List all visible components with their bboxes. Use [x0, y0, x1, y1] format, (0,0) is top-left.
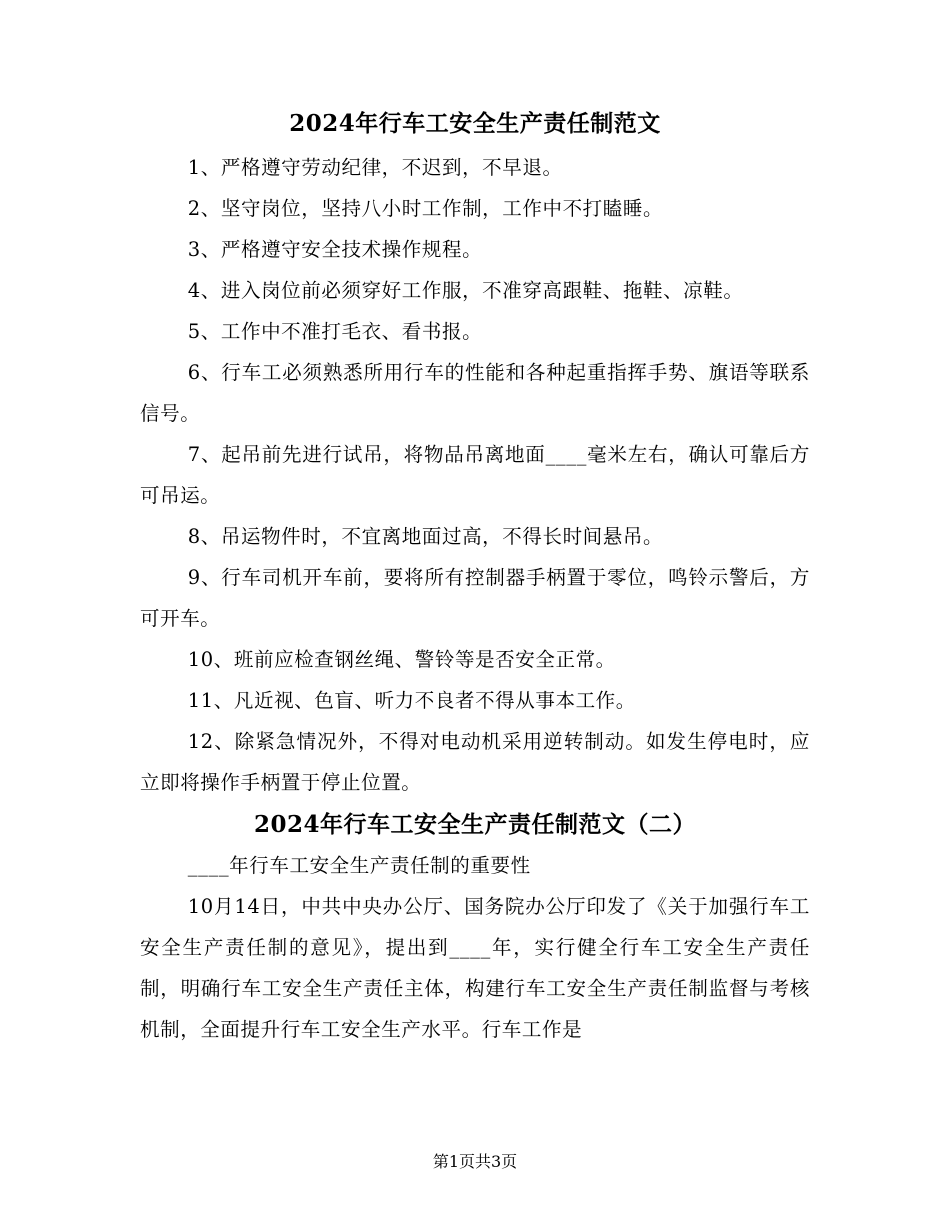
list-item-8: 8、吊运物件时，不宜离地面过高，不得长时间悬吊。: [187, 525, 664, 548]
list-item-5: 5、工作中不准打毛衣、看书报。: [187, 320, 483, 343]
list-item-7: 7、起吊前先进行试吊，将物品吊离地面____毫米左右，确认可靠后方可吊运。: [140, 443, 810, 507]
list-item-2: 2、坚守岗位，坚持八小时工作制，工作中不打瞌睡。: [187, 197, 664, 220]
list-item-10: 10、班前应检查钢丝绳、警铃等是否安全正常。: [187, 648, 616, 671]
list-item-3: 3、严格遵守安全技术操作规程。: [187, 238, 483, 261]
list-item-1: 1、严格遵守劳动纪律，不迟到，不早退。: [187, 156, 563, 179]
list-item-12: 12、除紧急情况外，不得对电动机采用逆转制动。如发生停电时，应立即将操作手柄置于停止位置。: [140, 730, 810, 794]
document-title: 2024年行车工安全生产责任制范文: [289, 110, 661, 137]
list-item-4: 4、进入岗位前必须穿好工作服，不准穿高跟鞋、拖鞋、凉鞋。: [187, 279, 744, 302]
page-number: 第1页共3页: [432, 1152, 518, 1171]
list-item-11: 11、凡近视、色盲、听力不良者不得从事本工作。: [187, 689, 636, 712]
section-subheading: ____年行车工安全生产责任制的重要性: [187, 854, 531, 877]
list-item-9: 9、行车司机开车前，要将所有控制器手柄置于零位，鸣铃示警后，方可开车。: [140, 566, 810, 630]
section-title: 2024年行车工安全生产责任制范文（二）: [253, 811, 696, 838]
section-paragraph: 10月14日，中共中央办公厅、国务院办公厅印发了《关于加强行车工安全生产责任制的意见》，提出到____年，实行健全行车工安全生产责任制，明确行车工安全生产责任主体，构建行车工安全生产责任制监督与考核机制，全面提升行车工安全生产水平。行车工作是: [140, 895, 810, 1041]
list-item-6: 6、行车工必须熟悉所用行车的性能和各种起重指挥手势、旗语等联系信号。: [140, 361, 810, 425]
